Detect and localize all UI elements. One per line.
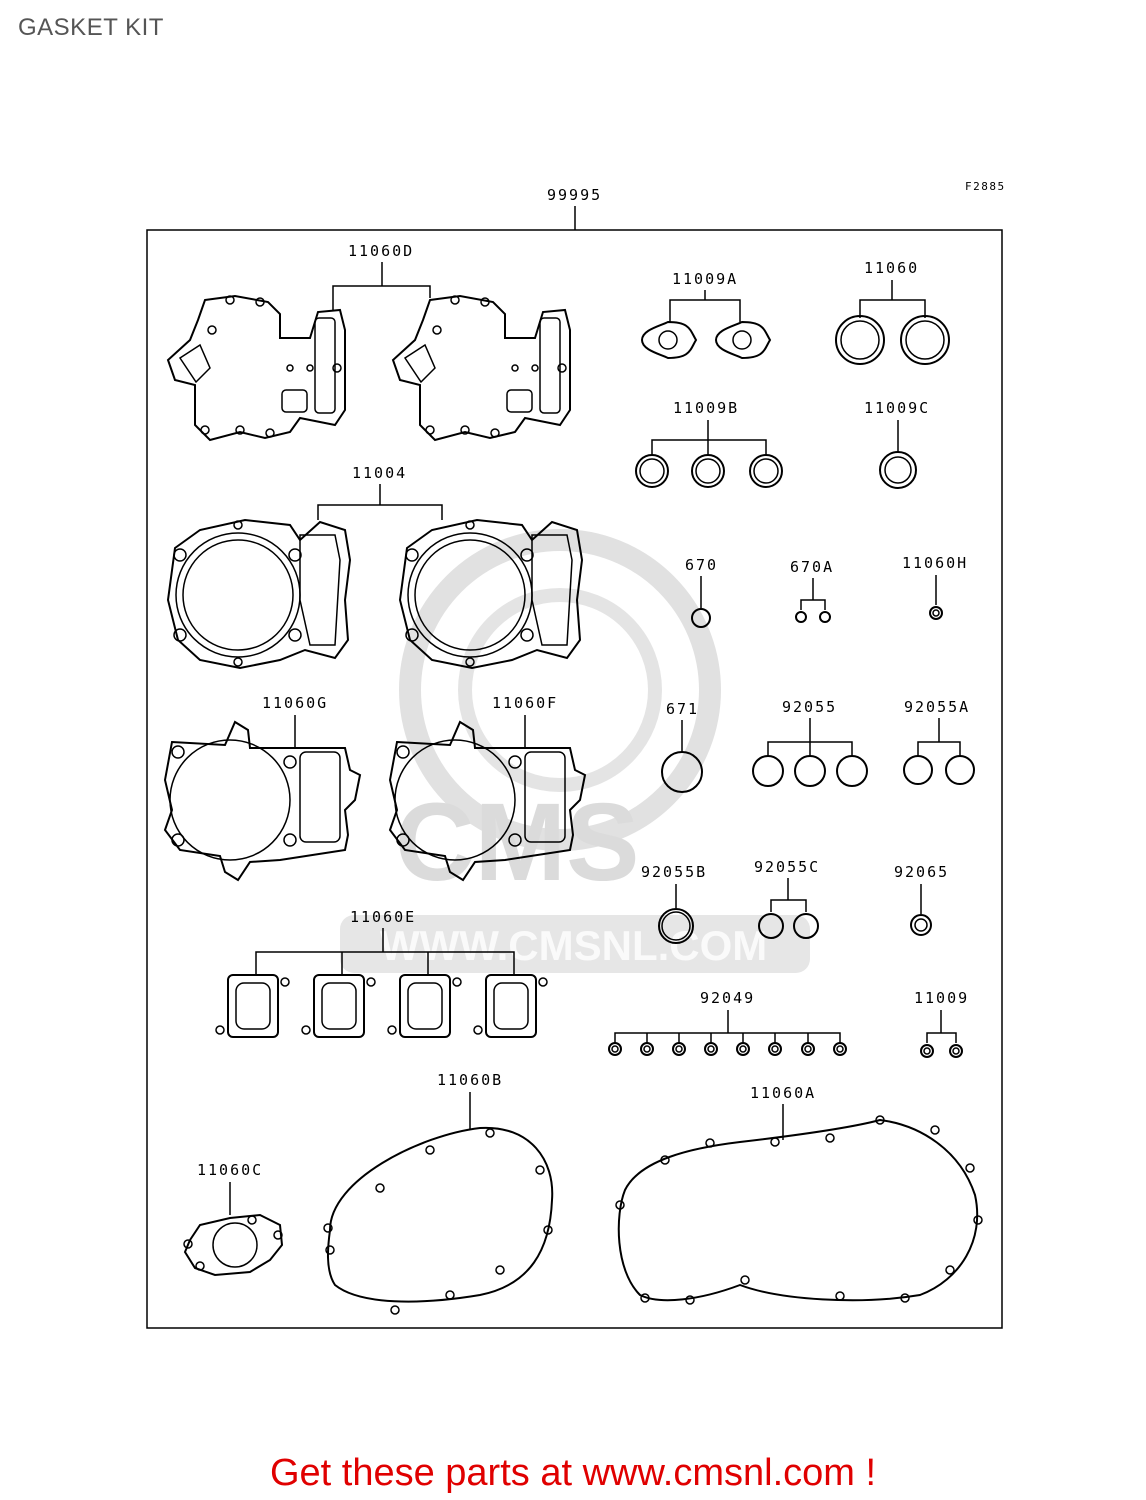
label-11060G: 11060G — [262, 694, 329, 712]
watermark-brand: CMS — [395, 781, 640, 904]
page-title: GASKET KIT — [18, 14, 164, 41]
watermark-url: WWW.CMSNL.COM — [380, 922, 768, 969]
label-11009: 11009 — [914, 989, 970, 1007]
label-671: 671 — [666, 700, 700, 718]
label-670: 670 — [685, 556, 719, 574]
label-11009A: 11009A — [672, 270, 739, 288]
gasket-11060A — [616, 1116, 982, 1304]
washer-11060H — [930, 607, 942, 619]
label-11060: 11060 — [864, 259, 920, 277]
label-670A: 670A — [790, 558, 835, 576]
label-11060A: 11060A — [750, 1084, 817, 1102]
gasket-11060D-left — [168, 296, 345, 440]
figure-code: F2885 — [965, 180, 1006, 193]
label-92055A: 92055A — [904, 698, 971, 716]
label-11060B: 11060B — [437, 1071, 504, 1089]
washer-92065 — [911, 915, 931, 935]
gasket-11060C — [184, 1215, 282, 1275]
gasket-11060B — [324, 1128, 552, 1314]
label-92065: 92065 — [894, 863, 950, 881]
label-92055C: 92055C — [754, 858, 821, 876]
label-11009C: 11009C — [864, 399, 931, 417]
kit-part-number: 99995 — [547, 186, 603, 204]
gasket-11060G — [165, 722, 360, 880]
label-11060H: 11060H — [902, 554, 969, 572]
label-11004: 11004 — [352, 464, 408, 482]
gasket-11060D-right — [393, 296, 570, 440]
label-92055: 92055 — [782, 698, 838, 716]
gasket-11060 — [836, 316, 949, 364]
label-11060C: 11060C — [197, 1161, 264, 1179]
label-11060E: 11060E — [350, 908, 417, 926]
label-92049: 92049 — [700, 989, 756, 1007]
o-ring-670A-1 — [796, 612, 806, 622]
label-11060D: 11060D — [348, 242, 415, 260]
gasket-11060E-set — [216, 975, 547, 1037]
gasket-11009A — [642, 322, 770, 358]
label-11009B: 11009B — [673, 399, 740, 417]
gaskets-11009 — [921, 1045, 962, 1057]
seals-92049 — [609, 1033, 846, 1055]
footer-link[interactable]: Get these parts at www.cmsnl.com ! — [269, 1452, 877, 1494]
gasket-11004-left — [168, 520, 350, 668]
o-rings-92055 — [753, 756, 867, 786]
label-11060F: 11060F — [492, 694, 559, 712]
gasket-11009C — [880, 452, 916, 488]
label-92055B: 92055B — [641, 863, 708, 881]
o-ring-670A-2 — [820, 612, 830, 622]
gasket-11009B — [636, 455, 782, 487]
o-rings-92055A — [904, 756, 974, 784]
